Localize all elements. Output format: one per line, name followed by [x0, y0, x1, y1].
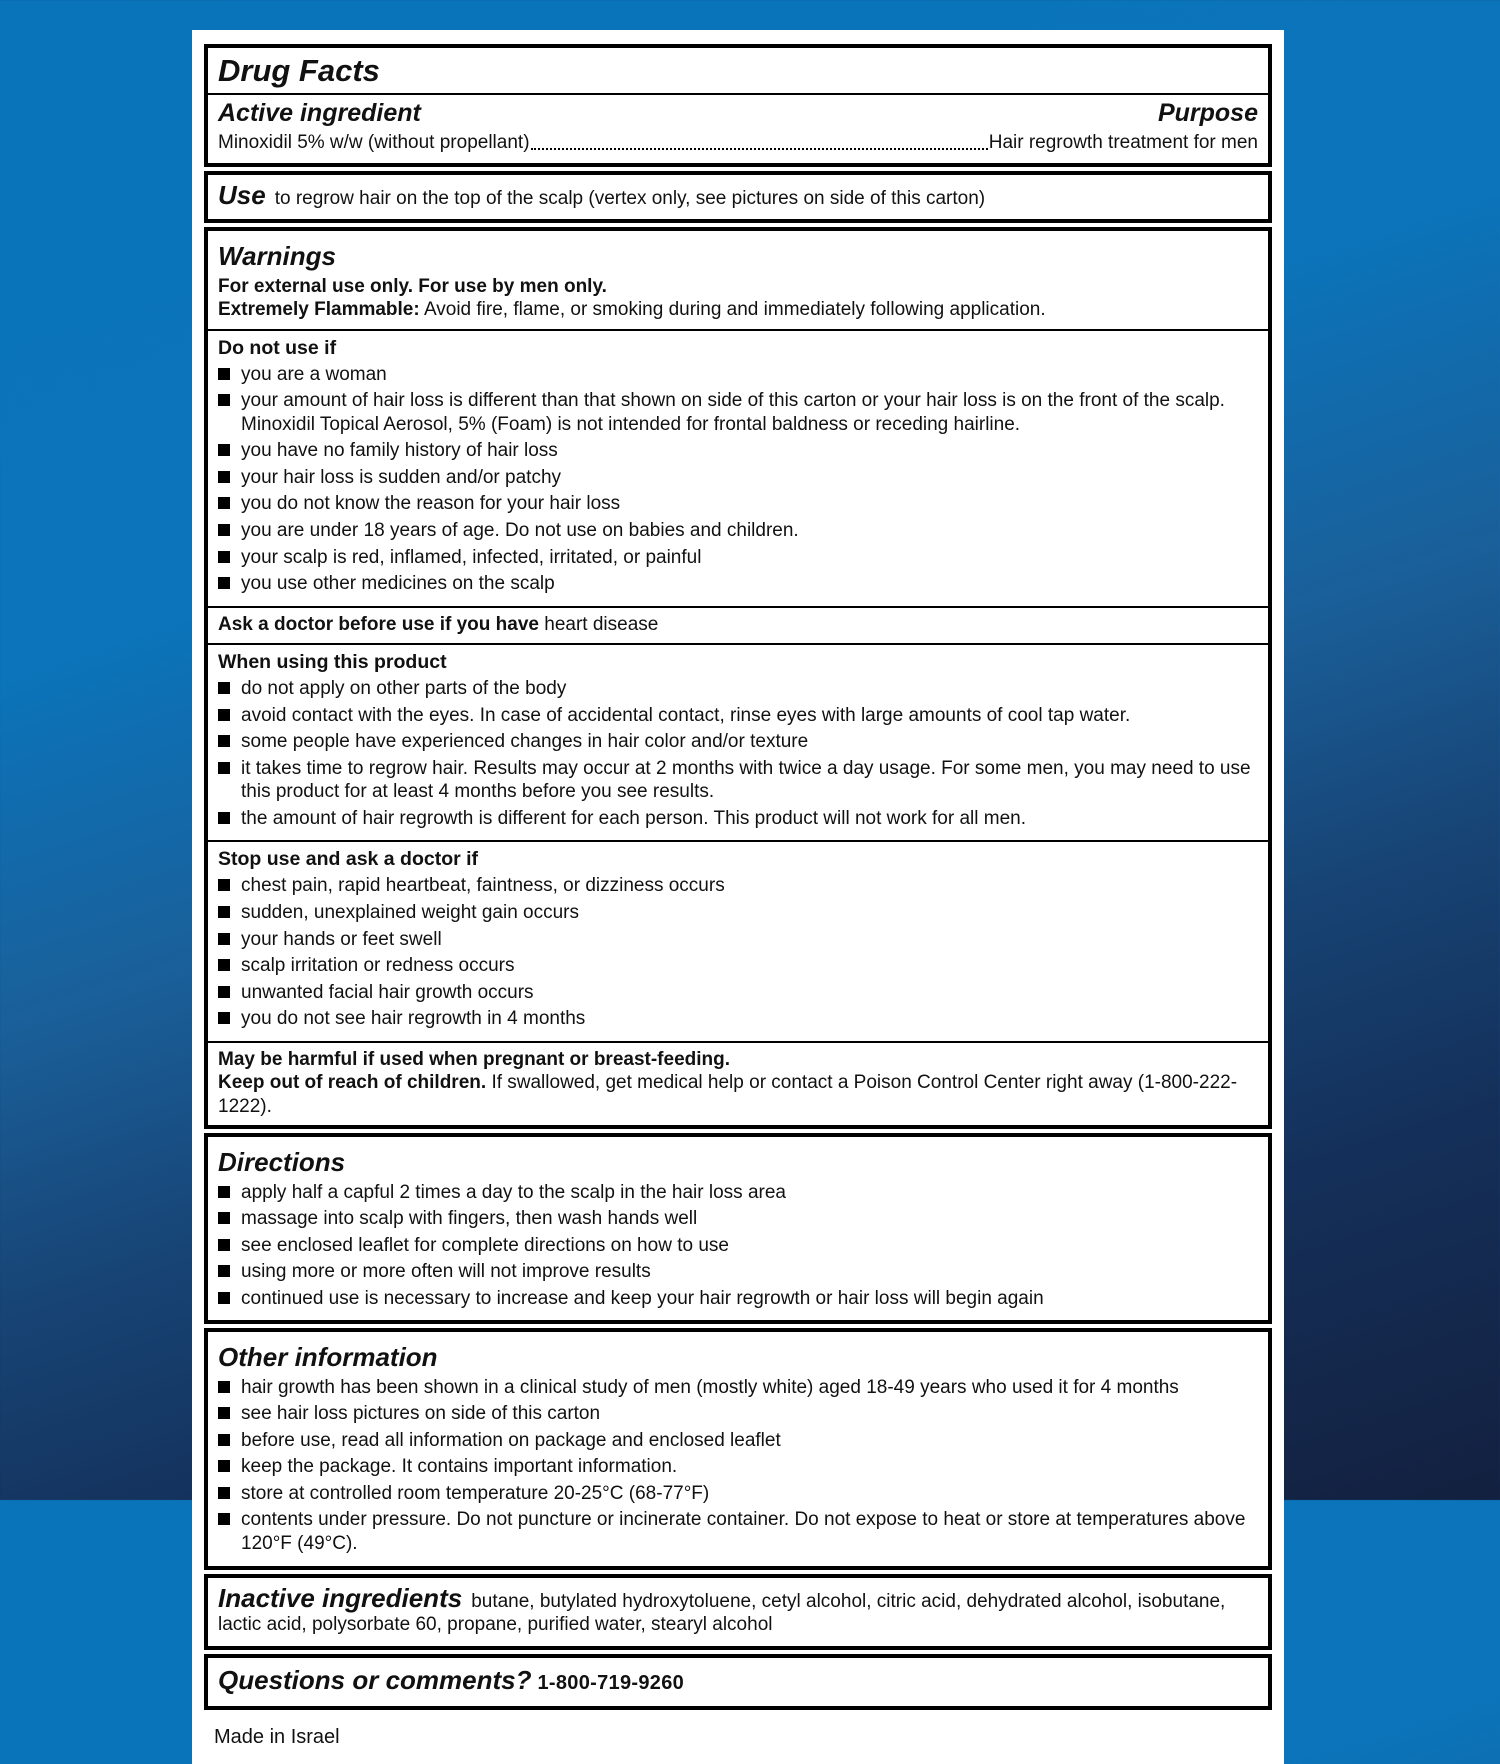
bullet-icon — [218, 762, 230, 774]
bullet-icon — [218, 735, 230, 747]
bullet-icon — [218, 879, 230, 891]
section-other-information — [204, 1328, 1272, 1569]
list-item — [218, 1287, 1258, 1311]
list-item — [218, 1181, 1258, 1205]
bullet-icon — [218, 497, 230, 509]
other-information-content — [208, 1332, 1268, 1565]
section-use — [204, 171, 1272, 224]
bullet-icon — [218, 368, 230, 380]
stop-use-list — [218, 874, 1258, 1030]
directions-content — [208, 1137, 1268, 1320]
list-item — [218, 928, 1258, 952]
dotted-leader — [531, 148, 988, 150]
use-text: to regrow hair on the top of the scalp (vertex only, see pictures on side of this carton) — [274, 187, 986, 209]
bullet-icon — [218, 444, 230, 456]
list-item — [218, 466, 1258, 490]
children-label: Keep out of reach of children. — [218, 1072, 487, 1094]
questions-heading: Questions or comments? — [218, 1664, 532, 1695]
section-title-active — [204, 44, 1272, 167]
bullet-icon — [218, 551, 230, 563]
list-item — [218, 1207, 1258, 1231]
purpose-heading: Purpose — [1157, 99, 1258, 128]
list-item-text: you do not know the reason for your hair loss — [241, 493, 621, 515]
list-item-text: before use, read all information on package and enclosed leaflet — [241, 1429, 781, 1451]
bullet-icon — [218, 709, 230, 721]
stop-use-subsection — [208, 842, 1268, 1040]
list-item-text: you have no family history of hair loss — [241, 440, 558, 462]
list-item — [218, 757, 1258, 804]
list-item-text: some people have experienced changes in hair color and/or texture — [241, 731, 809, 753]
section-directions — [204, 1133, 1272, 1324]
bullet-icon — [218, 1434, 230, 1446]
list-item-text: your hair loss is sudden and/or patchy — [241, 466, 562, 488]
list-item — [218, 954, 1258, 978]
list-item — [218, 730, 1258, 754]
list-item-text: chest pain, rapid heartbeat, faintness, or dizziness occurs — [241, 875, 725, 897]
list-item — [218, 1455, 1258, 1479]
list-item — [218, 981, 1258, 1005]
list-item-text: you use other medicines on the scalp — [241, 573, 555, 595]
bullet-icon — [218, 471, 230, 483]
bullet-icon — [218, 1513, 230, 1525]
active-ingredient-heading: Active ingredient — [218, 99, 421, 128]
drug-facts-title: Drug Facts — [218, 53, 380, 88]
bullet-icon — [218, 906, 230, 918]
flammable-text: Avoid fire, flame, or smoking during and immediately following application. — [423, 299, 1046, 321]
bullet-icon — [218, 1212, 230, 1224]
warnings-intro — [208, 231, 1268, 328]
bullet-icon — [218, 1460, 230, 1472]
list-item-text: keep the package. It contains important information. — [241, 1456, 678, 1478]
bullet-icon — [218, 1292, 230, 1304]
bullet-icon — [218, 682, 230, 694]
list-item-text: you are a woman — [241, 363, 387, 385]
bullet-icon — [218, 1265, 230, 1277]
active-ingredient-header-row — [208, 95, 1268, 128]
list-item-text: hair growth has been shown in a clinical study of men (mostly white) aged 18-49 years who used it for 4 months — [241, 1376, 1179, 1398]
bullet-icon — [218, 1186, 230, 1198]
bullet-icon — [218, 1487, 230, 1499]
list-item — [218, 1376, 1258, 1400]
made-in-text: Made in Israel — [214, 1726, 340, 1749]
list-item-text: unwanted facial hair growth occurs — [241, 981, 534, 1003]
warnings-heading: Warnings — [218, 241, 336, 272]
stop-use-heading: Stop use and ask a doctor if — [218, 848, 479, 871]
when-using-subsection — [208, 645, 1268, 840]
children-text: If swallowed, get medical help or contact a Poison Control Center right away (1-800-222-1222). — [218, 1072, 1238, 1117]
list-item-text: apply half a capful 2 times a day to the scalp in the hair loss area — [241, 1181, 786, 1203]
flammable-line — [218, 298, 1258, 322]
do-not-use-heading: Do not use if — [218, 336, 337, 359]
pregnancy-children-subsection — [208, 1043, 1268, 1126]
bullet-icon — [218, 524, 230, 536]
list-item — [218, 1260, 1258, 1284]
list-item-text: scalp irritation or redness occurs — [241, 955, 515, 977]
list-item-text: your hands or feet swell — [241, 928, 442, 950]
list-item-text: continued use is necessary to increase and keep your hair regrowth or hair loss will begin again — [241, 1287, 1044, 1309]
ingredient-name: Minoxidil 5% w/w (without propellant) — [218, 131, 530, 153]
list-item — [218, 874, 1258, 898]
list-item-text: contents under pressure. Do not puncture or incinerate container. Do not expose to heat or store at temperatures above 120°F (49°C). — [241, 1509, 1246, 1554]
list-item — [218, 704, 1258, 728]
ingredient-purpose-row — [208, 128, 1268, 163]
bullet-icon — [218, 812, 230, 824]
other-information-heading: Other information — [218, 1342, 438, 1373]
directions-heading: Directions — [218, 1147, 346, 1178]
list-item — [218, 1429, 1258, 1453]
list-item — [218, 546, 1258, 570]
inactive-ingredients-text: butane, butylated hydroxytoluene, cetyl alcohol, citric acid, dehydrated alcohol, isobutane, lactic acid, polysorbate 60, propane, purified water, stearyl alcohol — [218, 1590, 1226, 1636]
other-information-list — [218, 1376, 1258, 1556]
list-item — [218, 519, 1258, 543]
list-item-text: your amount of hair loss is different than that shown on side of this carton or your hair loss is on the front of the scalp. Minoxidil Topical Aerosol, 5% (Foam) is not intended for frontal baldness or receding hairline. — [241, 390, 1225, 435]
children-line — [218, 1071, 1258, 1118]
list-item — [218, 439, 1258, 463]
bullet-icon — [218, 1407, 230, 1419]
list-item — [218, 1402, 1258, 1426]
directions-list — [218, 1181, 1258, 1311]
list-item-text: you do not see hair regrowth in 4 months — [241, 1008, 586, 1030]
list-item — [218, 677, 1258, 701]
ask-doctor-line — [218, 613, 1258, 637]
when-using-list — [218, 677, 1258, 830]
list-item-text: massage into scalp with fingers, then wash hands well — [241, 1208, 698, 1230]
external-use-line: For external use only. For use by men only. — [218, 275, 607, 297]
ask-doctor-label: Ask a doctor before use if you have — [218, 613, 539, 635]
list-item-text: sudden, unexplained weight gain occurs — [241, 902, 580, 923]
ask-doctor-subsection — [208, 608, 1268, 644]
list-item-text: store at controlled room temperature 20-25°C (68-77°F) — [241, 1482, 710, 1504]
do-not-use-subsection — [208, 331, 1268, 606]
use-line — [208, 175, 1268, 220]
list-item — [218, 572, 1258, 596]
bullet-icon — [218, 1012, 230, 1024]
list-item — [218, 363, 1258, 387]
bullet-icon — [218, 986, 230, 998]
list-item-text: avoid contact with the eyes. In case of accidental contact, rinse eyes with large amounts of cool tap water. — [241, 704, 1131, 726]
drug-facts-label-card — [192, 30, 1284, 1764]
section-warnings — [204, 227, 1272, 1129]
list-item — [218, 807, 1258, 831]
section-inactive-ingredients — [204, 1574, 1272, 1650]
bullet-icon — [218, 959, 230, 971]
use-heading: Use — [218, 179, 266, 210]
list-item — [218, 1482, 1258, 1506]
list-item-text: see hair loss pictures on side of this carton — [241, 1403, 601, 1425]
list-item-text: you are under 18 years of age. Do not use on babies and children. — [241, 519, 799, 541]
pregnancy-line: May be harmful if used when pregnant or breast-feeding. — [218, 1048, 731, 1070]
list-item-text: it takes time to regrow hair. Results may occur at 2 months with twice a day usage. For some men, you may need to use this product for at least 4 months before you see results. — [241, 757, 1251, 803]
questions-phone: 1-800-719-9260 — [537, 1671, 685, 1694]
bullet-icon — [218, 1239, 230, 1251]
list-item — [218, 492, 1258, 516]
list-item — [218, 1007, 1258, 1031]
questions-line — [208, 1658, 1268, 1707]
bullet-icon — [218, 394, 230, 406]
list-item-text: see enclosed leaflet for complete directions on how to use — [241, 1234, 729, 1256]
bullet-icon — [218, 577, 230, 589]
list-item-text: your scalp is red, inflamed, infected, irritated, or painful — [241, 546, 702, 568]
section-questions — [204, 1654, 1272, 1711]
ask-doctor-text: heart disease — [544, 613, 659, 635]
flammable-label: Extremely Flammable: — [218, 299, 420, 321]
list-item-text: the amount of hair regrowth is different for each person. This product will not work for all men. — [241, 807, 1027, 829]
list-item — [218, 389, 1258, 436]
list-item — [218, 1508, 1258, 1555]
inactive-ingredients-heading: Inactive ingredients — [218, 1582, 463, 1613]
purpose-value: Hair regrowth treatment for men — [988, 131, 1258, 153]
list-item — [218, 901, 1258, 925]
list-item-text: do not apply on other parts of the body — [241, 678, 567, 700]
do-not-use-list — [218, 363, 1258, 596]
bullet-icon — [218, 933, 230, 945]
when-using-heading: When using this product — [218, 651, 447, 674]
inactive-ingredients-line — [208, 1578, 1268, 1646]
bullet-icon — [218, 1381, 230, 1393]
list-item — [218, 1234, 1258, 1258]
list-item-text: using more or more often will not improve results — [241, 1261, 651, 1283]
